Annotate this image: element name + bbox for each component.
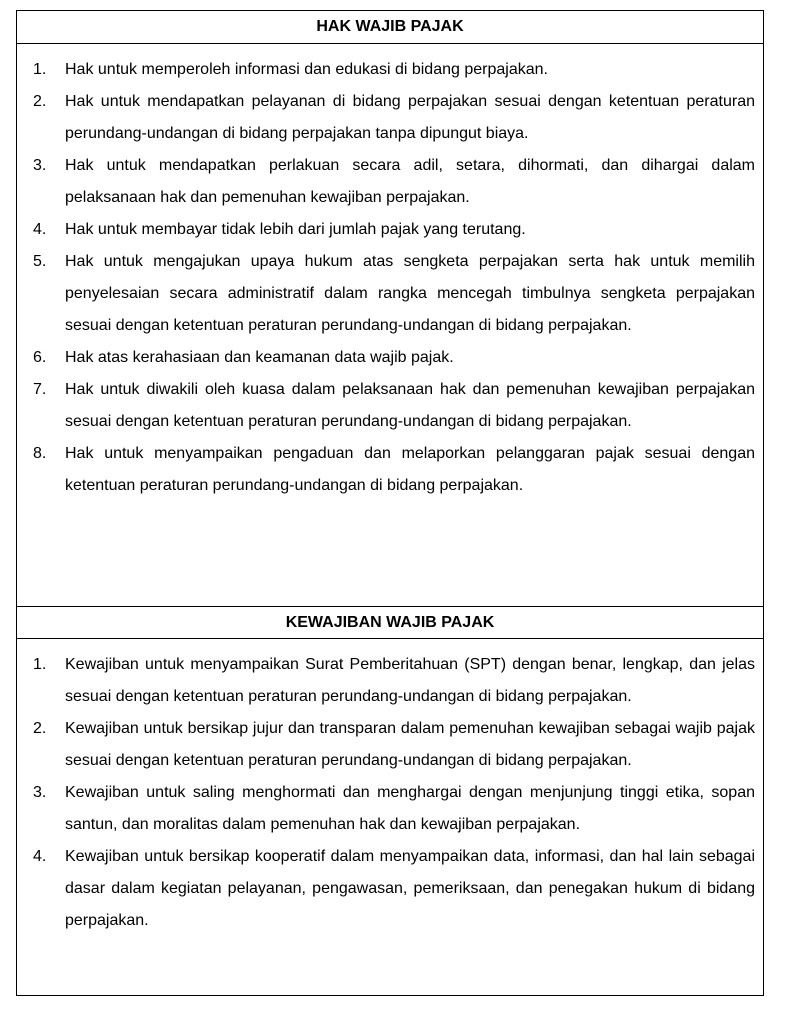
item-number: 2.: [33, 720, 47, 737]
item-number: 8.: [33, 445, 47, 462]
list-item: [31, 374, 755, 438]
item-text: Kewajiban untuk menyampaikan Surat Pemberitahuan (SPT) dengan benar, lengkap, dan jelas sesuai dengan ketentuan peraturan perundang-undangan di bidang perpajakan.: [65, 656, 755, 705]
rights-header: [17, 11, 763, 44]
list-item: [31, 150, 755, 214]
list-item: [31, 649, 755, 713]
item-number: 2.: [33, 93, 47, 110]
list-item: [31, 438, 755, 502]
item-text: Hak atas kerahasiaan dan keamanan data wajib pajak.: [65, 349, 454, 366]
item-number: 4.: [33, 221, 47, 238]
list-item: [31, 342, 755, 374]
item-text: Hak untuk mengajukan upaya hukum atas sengketa perpajakan serta hak untuk memilih penyelesaian secara administratif dalam rangka mencegah timbulnya sengketa perpajakan sesuai dengan ketentuan peraturan perundang-undangan di bidang perpajakan.: [65, 253, 755, 334]
item-text: Hak untuk memperoleh informasi dan edukasi di bidang perpajakan.: [65, 61, 548, 78]
list-item: [31, 777, 755, 841]
item-text: Hak untuk membayar tidak lebih dari jumlah pajak yang terutang.: [65, 221, 526, 238]
item-number: 7.: [33, 381, 47, 398]
obligations-list: [31, 649, 755, 937]
rights-list: [31, 54, 755, 502]
obligations-body: [17, 639, 763, 995]
obligations-title: KEWAJIBAN WAJIB PAJAK: [285, 613, 495, 631]
rights-title: HAK WAJIB PAJAK: [316, 18, 464, 35]
item-number: 5.: [33, 253, 47, 270]
list-item: [31, 841, 755, 937]
item-number: 6.: [33, 349, 47, 366]
item-text: Hak untuk diwakili oleh kuasa dalam pelaksanaan hak dan pemenuhan kewajiban perpajakan sesuai dengan ketentuan peraturan perundang-undangan di bidang perpajakan.: [65, 381, 755, 430]
list-item: [31, 86, 755, 150]
item-text: Hak untuk mendapatkan perlakuan secara adil, setara, dihormati, dan dihargai dalam pelaksanaan hak dan pemenuhan kewajiban perpajakan.: [65, 157, 755, 206]
list-item: [31, 54, 755, 86]
list-item: [31, 246, 755, 342]
item-number: 3.: [33, 784, 47, 801]
item-text: Kewajiban untuk bersikap jujur dan transparan dalam pemenuhan kewajiban sebagai wajib pajak sesuai dengan ketentuan peraturan perundang-undangan di bidang perpajakan.: [65, 720, 755, 769]
rights-body: [17, 44, 763, 606]
item-text: Hak untuk menyampaikan pengaduan dan melaporkan pelanggaran pajak sesuai dengan ketentuan peraturan perundang-undangan di bidang perpajakan.: [65, 445, 755, 494]
obligations-header: [17, 606, 763, 639]
item-number: 1.: [33, 61, 47, 78]
item-number: 1.: [33, 656, 47, 673]
rights-obligations-table: [16, 10, 764, 996]
item-text: Kewajiban untuk saling menghormati dan menghargai dengan menjunjung tinggi etika, sopan santun, dan moralitas dalam pemenuhan hak dan kewajiban perpajakan.: [65, 784, 755, 833]
list-item: [31, 214, 755, 246]
list-item: [31, 713, 755, 777]
item-text: Hak untuk mendapatkan pelayanan di bidang perpajakan sesuai dengan ketentuan peraturan perundang-undangan di bidang perpajakan tanpa dipungut biaya.: [65, 93, 755, 142]
item-number: 4.: [33, 848, 47, 865]
item-number: 3.: [33, 157, 47, 174]
item-text: Kewajiban untuk bersikap kooperatif dalam menyampaikan data, informasi, dan hal lain sebagai dasar dalam kegiatan pelayanan, pengawasan, pemeriksaan, dan penegakan hukum di bidang perpajakan.: [65, 848, 755, 929]
